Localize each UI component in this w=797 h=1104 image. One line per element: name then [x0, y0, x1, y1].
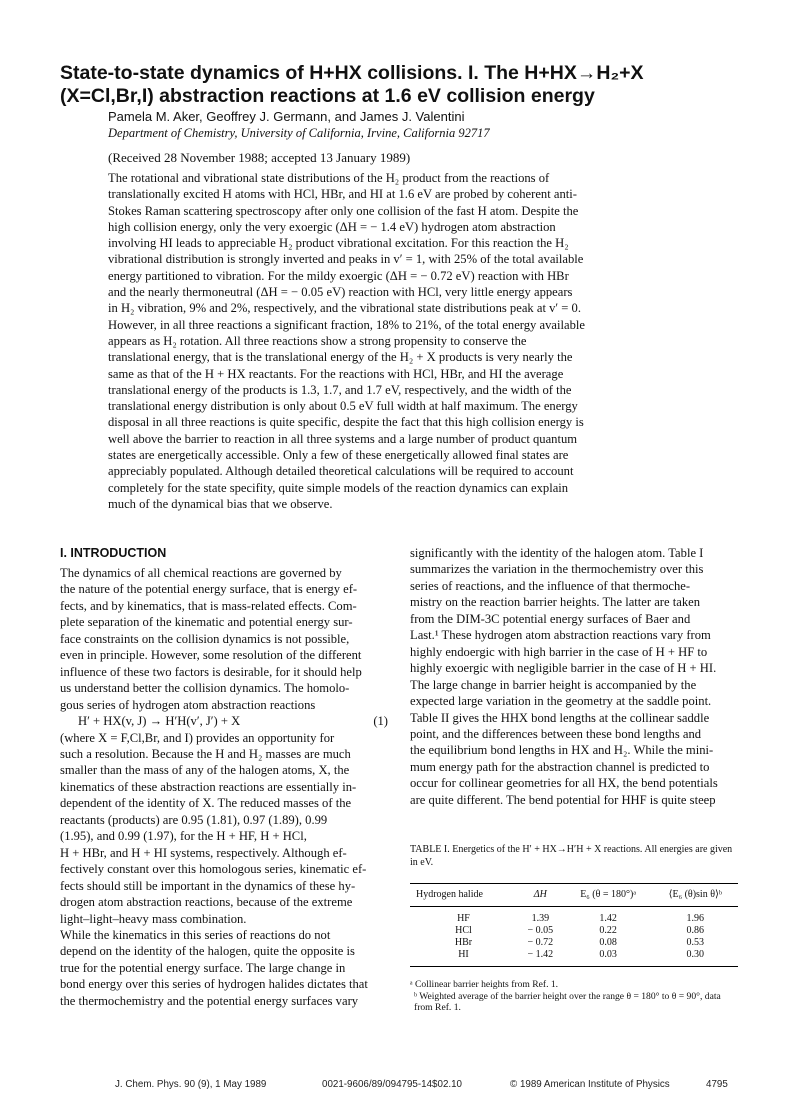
footer-code: 0021-9606/89/094795-14$02.10: [322, 1079, 463, 1090]
text-line: mistry on the reaction barrier heights. The latter are taken: [410, 595, 701, 610]
text-line: even in principle. However, some resolution of the different: [60, 648, 362, 663]
text-line: translationally excited H atoms with HCl, HBr, and HI at 1.6 eV are probed by coherent anti-: [108, 187, 577, 202]
text-line: occur for collinear geometries for all HX, the bend potentials: [410, 776, 718, 791]
text-line: involving HI leads to appreciable H₂ product vibrational excitation. For this reaction the H₂: [108, 236, 569, 251]
table-cell: 0.08: [599, 937, 617, 948]
table-cell: 0.30: [686, 949, 705, 960]
text-line: states are energetically accessible. Only a few of these energetically allowed final states are: [108, 448, 569, 463]
table-footnotes: [410, 979, 740, 1014]
text-line: well above the barrier to reaction in all three systems and a large number of product quantum: [108, 431, 578, 446]
table-cell: HBr: [454, 937, 473, 948]
text-line: Stokes Raman scattering spectroscopy after only one collision of the fast H atom. Despite the: [108, 203, 579, 218]
text-line: plete separation of the kinematic and potential energy sur-: [60, 615, 353, 630]
text-line: While the kinematics in this series of reactions do not: [60, 927, 331, 942]
author-list: Pamela M. Aker, Geoffrey J. Germann, and James J. Valentini: [108, 109, 465, 124]
table-row: [410, 925, 738, 937]
text-line: the thermochemistry and the potential energy surfaces vary: [60, 993, 359, 1008]
table-cell: − 0.72: [527, 937, 554, 948]
text-line: gous series of hydrogen atom abstraction reactions: [60, 697, 316, 712]
intro-paragraph-1: [60, 565, 388, 713]
text-line: significantly with the identity of the halogen atom. Table I: [410, 546, 704, 560]
text-line: fectively constant over this homologous series, kinematic ef-: [60, 862, 367, 877]
table-row: [410, 907, 738, 926]
equation-1: [60, 713, 388, 729]
footer-journal: J. Chem. Phys. 90 (9), 1 May 1989: [115, 1079, 267, 1090]
header-avg-barrier: ⟨E₆ (θ)sin θ⟩ᵇ: [668, 889, 722, 900]
table-row: [410, 937, 738, 949]
energetics-table: [410, 883, 738, 967]
text-line: completely for the state specifity, quite simple models of the reaction dynamics can explain: [108, 480, 569, 495]
text-line: Last.¹ These hydrogen atom abstraction reactions vary from: [410, 628, 711, 643]
text-line: are quite different. The bend potential for HHF is quite steep: [410, 792, 716, 807]
text-line: (1.95), and 0.99 (1.97), for the H + HF, H + HCl,: [60, 829, 307, 844]
text-line: depend on the identity of the halogen, quite the opposite is: [60, 944, 355, 959]
text-line: influence of these two factors is desirable, for it should help: [60, 664, 362, 679]
text-line: The dynamics of all chemical reactions are governed by: [60, 566, 342, 580]
text-line: drogen atom abstraction reactions, because of the extreme: [60, 895, 353, 910]
text-line: energy partitioned to vibration. For the mildy exoergic (ΔH = − 0.72 eV) reaction with HBr: [108, 268, 569, 283]
text-line: bond energy over this series of hydrogen halides dictates that: [60, 977, 368, 992]
table-cell: 1.96: [686, 913, 705, 924]
table-cell: 1.39: [531, 913, 550, 924]
text-line: from the DIM-3C potential energy surfaces of Baer and: [410, 611, 691, 626]
left-column: [60, 545, 388, 1009]
text-line: true for the potential energy surface. The large change in: [60, 960, 346, 975]
table-cell: 0.22: [599, 925, 617, 936]
table-row: [410, 949, 738, 967]
text-line: summarizes the variation in the thermochemistry over this: [410, 562, 704, 577]
table-cell: 1.42: [599, 913, 617, 924]
text-line: fects, and by kinematics, that is mass-related effects. Com-: [60, 598, 357, 613]
table-cell: HF: [457, 913, 470, 924]
text-line: series of reactions, and the influence of that thermoche-: [410, 578, 691, 593]
received-dates: (Received 28 November 1988; accepted 13 January 1989): [108, 150, 411, 165]
header-delta-h: ΔH: [533, 889, 547, 900]
table-1: [410, 843, 740, 1014]
title-line-2: (X=Cl,Br,I) abstraction reactions at 1.6 eV collision energy: [60, 85, 595, 107]
intro-paragraph-continued: [410, 545, 738, 808]
header-hydrogen-halide: Hydrogen halide: [410, 884, 517, 907]
text-line: face constraints on the collision dynamics is not possible,: [60, 631, 350, 646]
text-line: reactants (products) are 0.95 (1.81), 0.97 (1.89), 0.99: [60, 812, 328, 827]
text-line: expected large variation in the geometry at the saddle point.: [410, 694, 712, 709]
footnote-b: ᵇ Weighted average of the barrier height over the range θ = 180° to θ = 90°, data from Ref. 1.: [414, 990, 721, 1013]
footnote-a: ᵃ Collinear barrier heights from Ref. 1.: [410, 979, 559, 990]
text-line: dependent of the identity of X. The reduced masses of the: [60, 796, 352, 811]
text-line: Table II gives the HHX bond lengths at the collinear saddle: [410, 710, 710, 725]
text-line: highly exoergic with negligible barrier in the case of H + HI.: [410, 661, 717, 676]
text-line: translational energy, that is the translational energy of the H₂ + X products is very nearly the: [108, 350, 573, 365]
table-cell: HCl: [455, 925, 472, 936]
text-line: translational energy distribution is only about 0.5 eV full width at half maximum. The energy: [108, 399, 578, 414]
text-line: appears as H₂ rotation. All three reactions show a strong propensity to conserve the: [108, 333, 527, 348]
title-line-1: State-to-state dynamics of H+HX collisions. I. The H+HX→H₂+X: [60, 62, 644, 84]
text-line: and the nearly thermoneutral (ΔH = − 0.05 eV) reaction with HCl, very little energy appears: [108, 285, 573, 300]
text-line: kinematics of these abstraction reactions are essentially in-: [60, 779, 357, 794]
text-line: light–light–heavy mass combination.: [60, 911, 247, 926]
text-line: much of the dynamical bias that we observe.: [108, 496, 333, 511]
table-cell: 0.53: [686, 937, 705, 948]
text-line: the nature of the potential energy surface, that is energy ef-: [60, 582, 358, 597]
footer-page-number: 4795: [706, 1079, 728, 1090]
text-line: in H₂ vibration, 9% and 2%, respectively, and the vibrational state distributions peak at v′ = 0.: [108, 301, 581, 316]
text-line: highly endoergic with high barrier in the case of H + HF to: [410, 644, 708, 659]
table-cell: HI: [458, 949, 469, 960]
text-line: point, and the differences between these bond lengths and: [410, 726, 702, 741]
text-line: H + HBr, and H + HI systems, respectively. Although ef-: [60, 845, 347, 860]
equation-text: H′ + HX(v, J) → H′H(v′, J′) + X: [78, 714, 241, 729]
text-line: vibrational distribution is strongly inverted and peaks in v′ = 1, with 25% of the total available: [108, 252, 584, 267]
table-cell: − 1.42: [527, 949, 554, 960]
article-title: [60, 62, 750, 108]
table-cell: − 0.05: [527, 925, 554, 936]
table-caption: TABLE I. Energetics of the H′ + HX→H′H + X reactions. All energies are given in eV.: [410, 844, 733, 868]
affiliation: Department of Chemistry, University of California, Irvine, California 92717: [108, 126, 490, 140]
table-body: [410, 907, 738, 967]
table-cell: 0.86: [686, 925, 705, 936]
text-line: (where X = F,Cl,Br, and I) provides an opportunity for: [60, 730, 335, 745]
text-line: smaller than the mass of any of the halogen atoms, X, the: [60, 763, 350, 778]
equation-number: (1): [373, 714, 388, 729]
intro-paragraph-2: [60, 730, 388, 1010]
text-line: such a resolution. Because the H and H₂ masses are much: [60, 746, 351, 761]
text-line: However, in all three reactions a significant fraction, 18% to 21%, of the total energy available: [108, 317, 585, 332]
abstract: [108, 170, 740, 512]
footer-copyright: © 1989 American Institute of Physics: [510, 1079, 670, 1090]
header-collinear-barrier: E₆ (θ = 180°)ᵃ: [580, 889, 637, 900]
text-line: translational energy of the products is 1.3, 1.7, and 1.7 eV, respectively, and the width of the: [108, 382, 572, 397]
text-line: The rotational and vibrational state distributions of the H₂ product from the reactions of: [108, 171, 550, 185]
text-line: same as that of the H + HX reactants. For the reactions with HCl, HBr, and HI the average: [108, 366, 564, 381]
text-line: The large change in barrier height is accompanied by the: [410, 677, 697, 692]
table-cell: 0.03: [599, 949, 617, 960]
section-heading: I. INTRODUCTION: [60, 546, 167, 560]
text-line: mum energy path for the abstraction channel is predicted to: [410, 759, 710, 774]
text-line: appreciably populated. Although detailed theoretical calculations will be required to account: [108, 464, 574, 479]
text-line: us understand better the collision dynamics. The homolo-: [60, 681, 350, 696]
text-line: the equilibrium bond lengths in HX and H₂. While the mini-: [410, 743, 714, 758]
text-line: fects should still be important in the dynamics of these hy-: [60, 878, 356, 893]
text-line: high collision energy, only the very exoergic (ΔH = − 1.4 eV) hydrogen atom abstraction: [108, 219, 556, 234]
right-column: [410, 545, 738, 808]
text-line: disposal in all three reactions is quite specific, despite the fact that this high collision energy is: [108, 415, 584, 430]
